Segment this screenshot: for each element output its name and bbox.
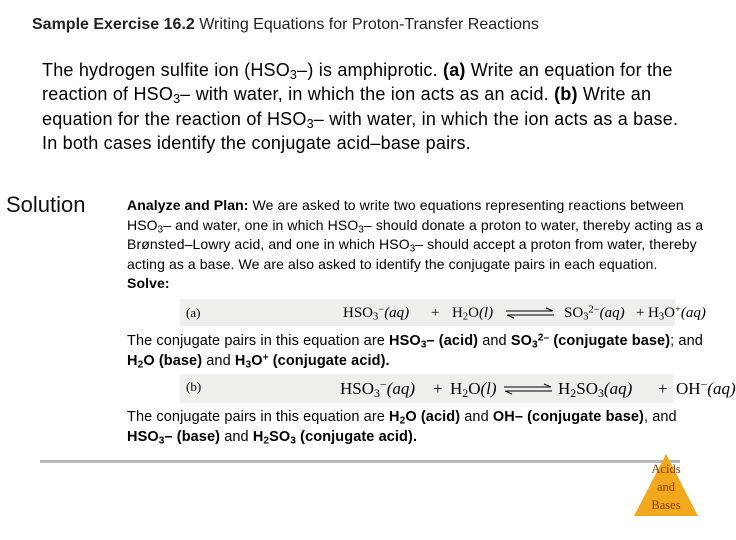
- plus-sign: +: [433, 379, 443, 398]
- pair-item: [389, 333, 478, 349]
- pairs-text: , and: [643, 409, 677, 425]
- part-a-label: (a): [443, 60, 466, 80]
- problem-statement: [42, 58, 682, 156]
- badge-line: Bases: [651, 498, 681, 512]
- formula: – (base): [164, 428, 221, 445]
- subscript: 2: [462, 385, 469, 400]
- equation-b-reactant2: [450, 379, 497, 399]
- problem-text: –) is amphiprotic.: [297, 60, 443, 80]
- pair-item: [511, 333, 670, 349]
- state: (l): [480, 379, 497, 398]
- badge-line: Acids: [651, 462, 681, 476]
- formula: HSO: [343, 305, 374, 321]
- superscript: −: [378, 304, 385, 316]
- subscript: 3: [158, 435, 165, 447]
- superscript: +: [262, 352, 269, 364]
- footer-divider: [40, 460, 680, 463]
- subscript: 3: [306, 116, 314, 131]
- state: (aq): [386, 379, 416, 398]
- formula: O (acid): [405, 409, 461, 425]
- pairs-text: The conjugate pairs in this equation are: [127, 333, 390, 349]
- equation-b-product1: [558, 379, 632, 399]
- formula: – (acid): [426, 333, 479, 349]
- formula: HSO: [389, 333, 421, 349]
- formula: O: [251, 352, 263, 369]
- formula: H: [389, 409, 400, 425]
- formula: H: [648, 305, 659, 321]
- formula: SO: [564, 305, 584, 321]
- pairs-text: and: [202, 352, 235, 369]
- superscript: 2–: [537, 332, 550, 344]
- formula: H: [252, 428, 264, 445]
- formula: (conjugate base): [549, 333, 671, 349]
- state: (aq): [384, 305, 410, 321]
- subscript: 3: [373, 311, 379, 323]
- subscript: 3: [157, 224, 164, 236]
- equilibrium-arrows-icon: [502, 384, 554, 394]
- formula: O: [664, 305, 675, 321]
- subscript: 3: [374, 385, 380, 400]
- equation-a: [180, 299, 706, 326]
- formula: O: [468, 305, 479, 321]
- equilibrium-arrows-icon: [504, 308, 556, 318]
- slide-title: [32, 16, 539, 34]
- acids-bases-badge-label[interactable]: [632, 460, 700, 514]
- subscript: 2: [137, 359, 144, 371]
- pair-item: [253, 429, 417, 445]
- formula: SO: [269, 428, 291, 445]
- equation-a-product1: [564, 305, 625, 322]
- subscript: 3: [658, 311, 665, 323]
- formula: H: [127, 352, 138, 369]
- subscript: 2: [570, 385, 577, 400]
- subscript: 2: [462, 311, 469, 323]
- analysis-text: – should donate a proton to water, thereby acting as a Brønsted–Lowry acid, and one in which HSO: [127, 216, 704, 253]
- state: (aq): [599, 305, 625, 321]
- formula: HSO: [127, 428, 159, 445]
- solve-label: Solve:: [127, 275, 170, 292]
- subscript: 3: [420, 339, 427, 351]
- formula: .: [385, 352, 390, 369]
- problem-text: The hydrogen sulfite ion (HSO: [42, 60, 290, 80]
- state: (l): [478, 305, 494, 321]
- pairs-text: ; and: [670, 333, 703, 349]
- formula: O (base): [143, 352, 203, 369]
- formula: (conjugate acid): [268, 352, 386, 369]
- subscript: 3: [583, 311, 589, 323]
- problem-text: Write an equation for the reaction of HSO: [42, 60, 673, 105]
- analyze-label: Analyze and Plan:: [127, 197, 249, 213]
- problem-text: Write an equation for the reaction of HSO: [42, 84, 652, 129]
- pair-item: [389, 409, 460, 425]
- subscript: 2: [399, 415, 406, 427]
- superscript: −: [700, 377, 708, 392]
- superscript: 2−: [588, 304, 600, 316]
- formula: H: [450, 379, 463, 398]
- formula: H: [234, 352, 246, 369]
- subscript: 3: [532, 339, 538, 351]
- problem-text: – with water, in which the ion acts as a base. In both cases identify the conjugate acid–base pairs.: [42, 108, 679, 154]
- analyze-plan-paragraph: [127, 196, 717, 294]
- equation-b-product2: [676, 379, 736, 399]
- subscript: 2: [263, 435, 270, 447]
- analysis-text: – should accept a proton from water, thereby acting as a base. We are also asked to identify the conjugate pairs in each equation.: [127, 236, 697, 272]
- formula: H: [452, 305, 463, 321]
- superscript: +: [674, 304, 681, 316]
- analysis-text: We are asked to write two equations representing reactions between HSO: [127, 197, 684, 233]
- part-b-label: (b): [554, 84, 578, 105]
- analysis-text: – and water, one in which HSO: [163, 216, 359, 233]
- formula: H: [558, 379, 571, 398]
- conjugate-pairs-a: [127, 332, 719, 371]
- formula: .: [412, 428, 418, 445]
- pair-item: OH– (conjugate base): [492, 409, 644, 425]
- pair-item: [235, 353, 390, 369]
- state: (aq): [707, 379, 736, 398]
- formula: O: [468, 379, 481, 398]
- exercise-title: Writing Equations for Proton-Transfer Reactions: [194, 16, 539, 33]
- plus-sign: +: [658, 379, 668, 398]
- subscript: 3: [289, 68, 298, 83]
- equation-a-product2: [648, 305, 706, 322]
- pairs-text: The conjugate pairs in this equation are: [127, 409, 390, 425]
- formula: HSO: [340, 379, 375, 398]
- equation-b: [180, 374, 736, 403]
- subscript: 3: [597, 385, 604, 400]
- subscript: 3: [409, 243, 416, 255]
- formula: (conjugate acid): [296, 428, 413, 445]
- exercise-number: Sample Exercise 16.2: [32, 16, 195, 33]
- subscript: 3: [173, 92, 181, 107]
- pairs-text: and: [460, 409, 493, 425]
- superscript: −: [379, 377, 387, 392]
- conjugate-pairs-b: [127, 408, 719, 447]
- subscript: 3: [290, 435, 297, 447]
- state: (aq): [680, 305, 706, 321]
- subscript: 3: [358, 224, 364, 236]
- equation-b-label: (b): [186, 379, 202, 394]
- formula: OH: [676, 379, 701, 398]
- badge-line: and: [656, 480, 676, 494]
- equation-b-reactant1: [340, 379, 415, 399]
- formula: SO: [576, 379, 598, 398]
- solution-heading: Solution: [6, 192, 86, 217]
- plus-sign: +: [636, 305, 645, 321]
- subscript: 3: [245, 359, 252, 371]
- pair-item: [127, 353, 202, 369]
- problem-text: – with water, in which the ion acts as an acid.: [180, 84, 555, 105]
- equation-a-label: (a): [186, 305, 201, 320]
- pair-item: [127, 429, 220, 445]
- formula: SO: [510, 333, 532, 349]
- equation-a-reactant2: [452, 305, 493, 322]
- pairs-text: and: [220, 428, 253, 445]
- state: (aq): [603, 379, 633, 398]
- plus-sign: +: [431, 305, 440, 321]
- equation-a-reactant1: [343, 305, 409, 322]
- pairs-text: and: [478, 333, 511, 349]
